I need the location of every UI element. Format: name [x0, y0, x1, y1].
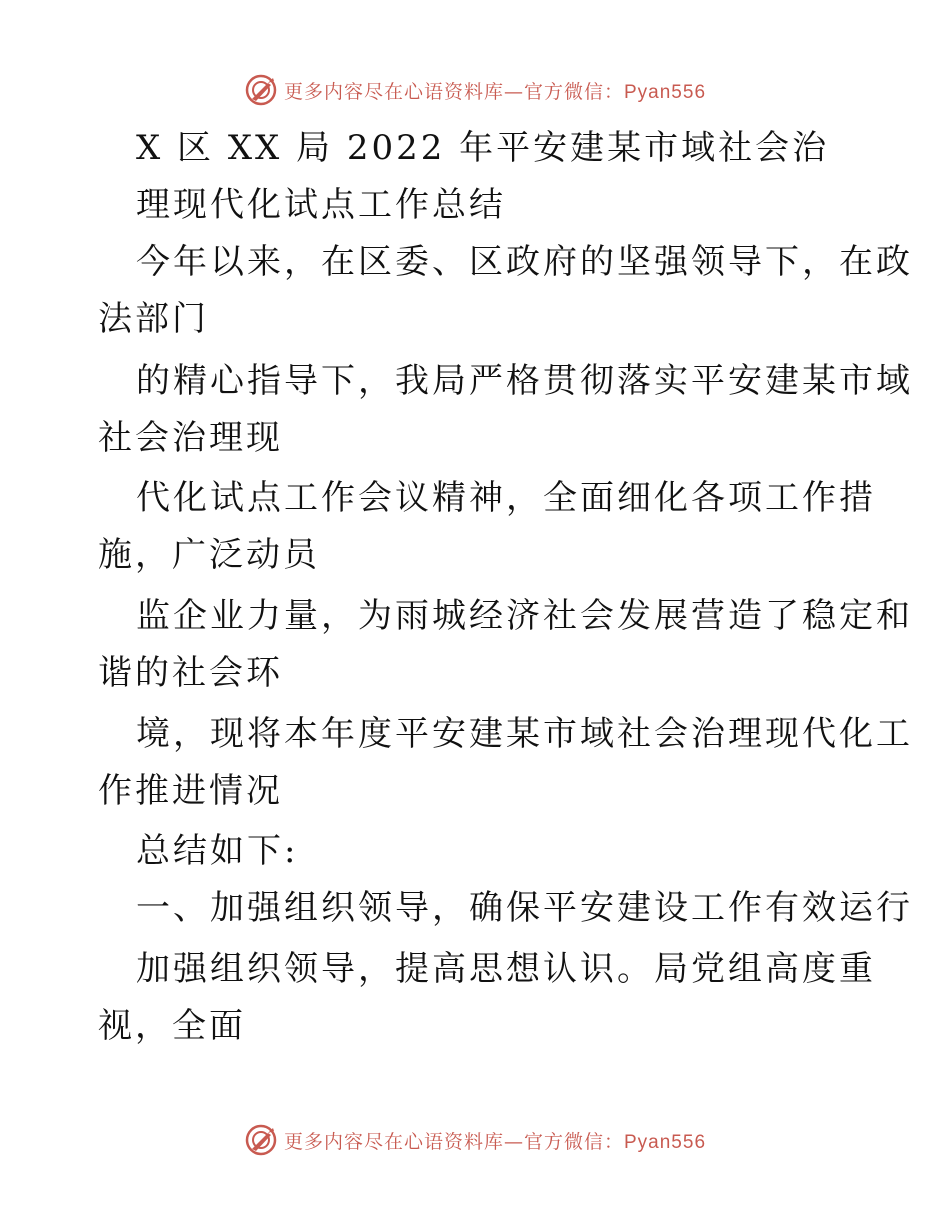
doc-paragraph-line: 总结如下: [136, 831, 299, 871]
doc-paragraph-line: 加强组织领导，提高思想认识。局党组高度重 [136, 949, 876, 989]
doc-section-heading: 一、加强组织领导，确保平安建设工作有效运行 [136, 888, 913, 928]
wechat-id: Pyan556 [624, 81, 707, 103]
doc-paragraph-line: 今年以来，在区委、区政府的坚强领导下，在政 [136, 242, 913, 282]
header-watermark-banner [0, 70, 950, 110]
doc-paragraph-line: 法部门 [98, 299, 209, 339]
banner-text: 更多内容尽在心语资料库—官方微信：Pyan556 [283, 1130, 707, 1153]
doc-title-line-2: 理现代化试点工作总结 [136, 185, 506, 225]
doc-paragraph-line: 社会治理现 [98, 418, 283, 458]
doc-paragraph-line: 监企业力量，为雨城经济社会发展营造了稳定和 [136, 596, 913, 636]
logo-icon [244, 73, 278, 107]
doc-paragraph-line: 代化试点工作会议精神，全面细化各项工作措 [136, 478, 876, 518]
doc-paragraph-line: 施，广泛动员 [98, 535, 320, 575]
doc-paragraph-line: 谐的社会环 [98, 653, 283, 693]
doc-paragraph-line: 视，全面 [98, 1006, 246, 1046]
banner-text: 更多内容尽在心语资料库—官方微信：Pyan556 [283, 80, 707, 103]
footer-watermark-banner [0, 1120, 950, 1160]
wechat-id: Pyan556 [624, 1131, 707, 1153]
doc-paragraph-line: 境，现将本年度平安建某市域社会治理现代化工 [136, 714, 913, 754]
doc-title-line-1: X 区 XX 局 2022 年平安建某市域社会治 [136, 128, 830, 168]
doc-paragraph-line: 的精心指导下，我局严格贯彻落实平安建某市域 [136, 361, 913, 401]
logo-icon [244, 1123, 278, 1157]
doc-paragraph-line: 作推进情况 [98, 771, 283, 811]
